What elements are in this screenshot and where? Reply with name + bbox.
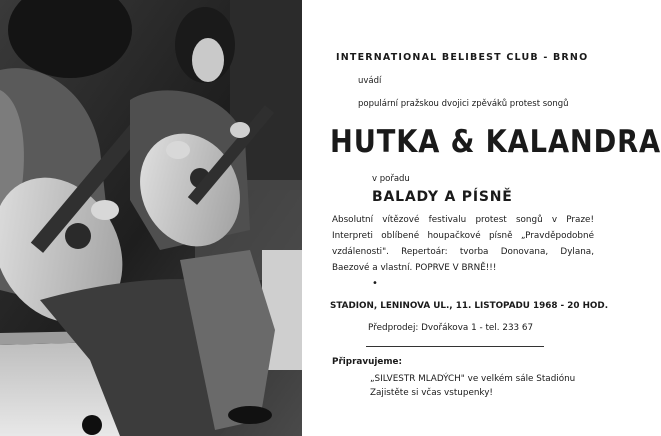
club-name: INTERNATIONAL BELIBEST CLUB - BRNO <box>336 52 589 63</box>
upcoming-label: Připravujeme: <box>332 357 403 367</box>
upcoming-note: Zajistěte si včas vstupenky! <box>370 388 493 398</box>
event-venue-date: STADION, LENINOVA UL., 11. LISTOPADU 1968 - 20 HOD. <box>330 301 609 311</box>
guitar-players-illustration <box>0 0 302 436</box>
description-paragraph: Absolutní vítězové festivalu protest songů v Praze! Interpreti oblíbené houpačkové písně „Pravděpodobné vzdálenosti". Repertoár: tvorba Donovana, Dylana, Baezové a vlastní. POPRVE V BRNĚ!!! <box>332 215 594 273</box>
performers-headline: HUTKA & KALANDRA <box>330 124 661 160</box>
poster-text-panel <box>302 0 661 436</box>
intro-text: populární pražskou dvojici zpěváků protest songů <box>358 99 569 109</box>
presale-info: Předprodej: Dvořákova 1 - tel. 233 67 <box>368 323 534 333</box>
upcoming-event: „SILVESTR MLADÝCH" ve velkém sále Stadiónu <box>370 374 576 384</box>
in-show-text: v pořadu <box>372 174 410 184</box>
bullet-separator: • <box>372 278 378 289</box>
show-title: BALADY A PÍSNĚ <box>372 189 513 205</box>
presents-text: uvádí <box>358 76 382 86</box>
divider-line <box>366 346 544 347</box>
musicians-photo <box>0 0 302 436</box>
